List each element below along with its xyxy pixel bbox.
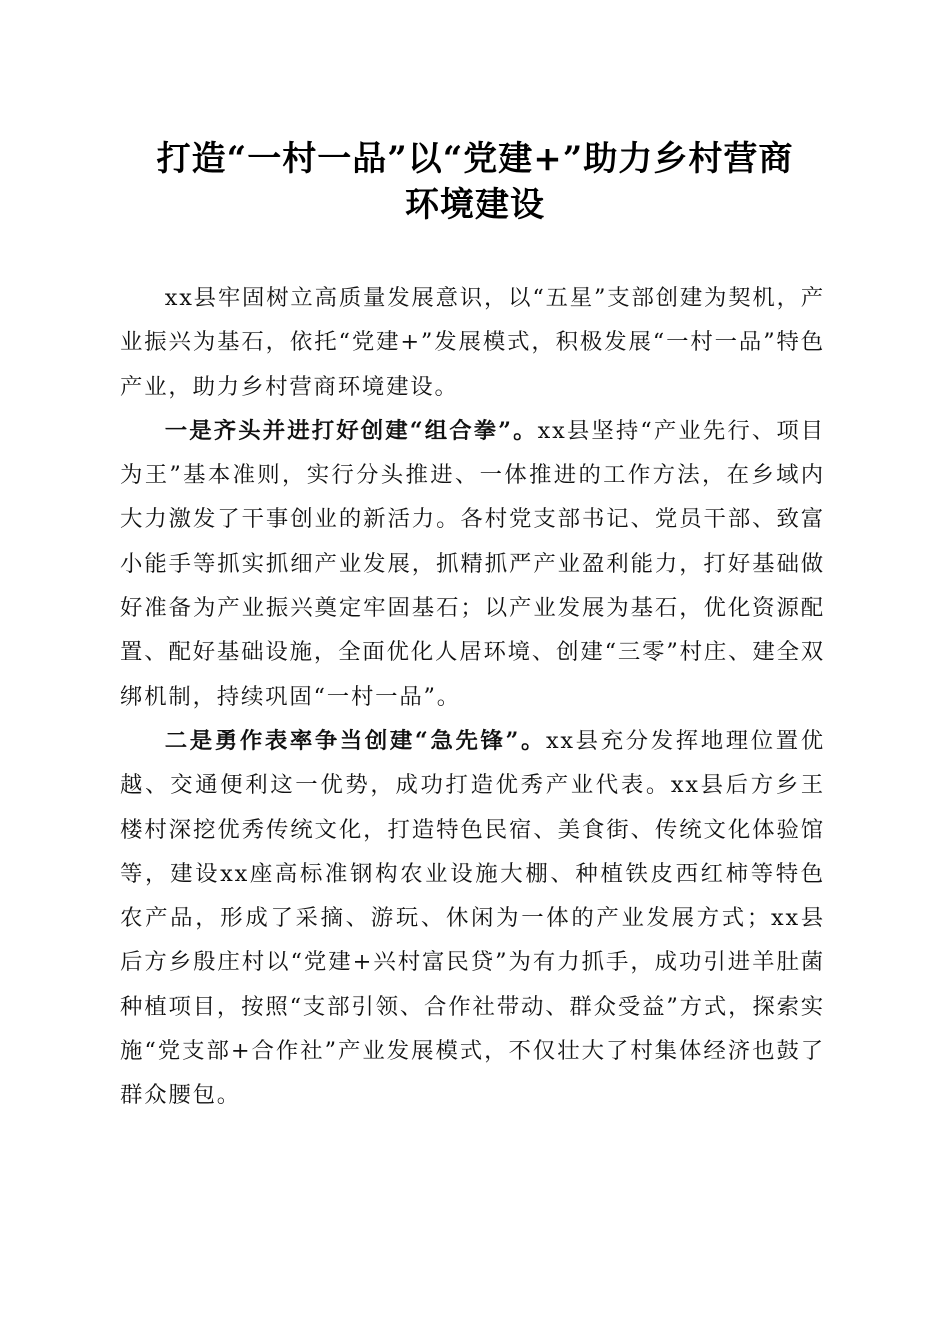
paragraph-text: xx县充分发挥地理位置优越、交通便利这一优势，成功打造优秀产业代表。xx县后方乡王楼村深挖优秀传统文化，打造特色民宿、美食街、传统文化体验馆等，建设xx座高标准钢构农业设施大棚、种植铁皮西红柿等特色农产品，形成了采摘、游玩、休闲为一体的产业发展方式；xx县后方乡殷庄村以“党建+兴村富民贷”为有力抓手，成功引进羊肚菌种植项目，按照“支部引领、合作社带动、群众受益”方式，探索实施“党支部+合作社”产业发展模式，不仅壮大了村集体经济也鼓了群众腰包。 bbox=[120, 727, 825, 1109]
paragraph-text: xx县坚持“产业先行、项目为王”基本准则，实行分头推进、一体推进的工作方法，在乡域内大力激发了干事创业的新活力。各村党支部书记、党员干部、致富小能手等抓实抓细产业发展，抓精抓严产业盈利能力，打好基础做好准备为产业振兴奠定牢固基石；以产业发展为基石，优化资源配置、配好基础设施，全面优化人居环境、创建“三零”村庄、建全双绑机制，持续巩固“一村一品”。 bbox=[120, 417, 826, 710]
paragraph-lead: 二是勇作表率争当创建“急先锋”。 bbox=[164, 727, 546, 754]
paragraph-lead: 一是齐头并进打好创建“组合拳”。 bbox=[164, 417, 538, 444]
title-line-1: 打造“一村一品”以“党建+”助力乡村营商 bbox=[156, 139, 794, 179]
paragraph-section-1 bbox=[120, 409, 825, 719]
title-line-2: 环境建设 bbox=[405, 185, 545, 225]
paragraph-text: xx县牢固树立高质量发展意识，以“五星”支部创建为契机，产业振兴为基石，依托“党建+”发展模式，积极发展“一村一品”特色产业，助力乡村营商环境建设。 bbox=[120, 285, 825, 400]
paragraph-section-2 bbox=[120, 719, 825, 1118]
document-body bbox=[120, 276, 825, 1118]
paragraph-intro bbox=[120, 276, 825, 409]
document-title bbox=[110, 136, 840, 228]
